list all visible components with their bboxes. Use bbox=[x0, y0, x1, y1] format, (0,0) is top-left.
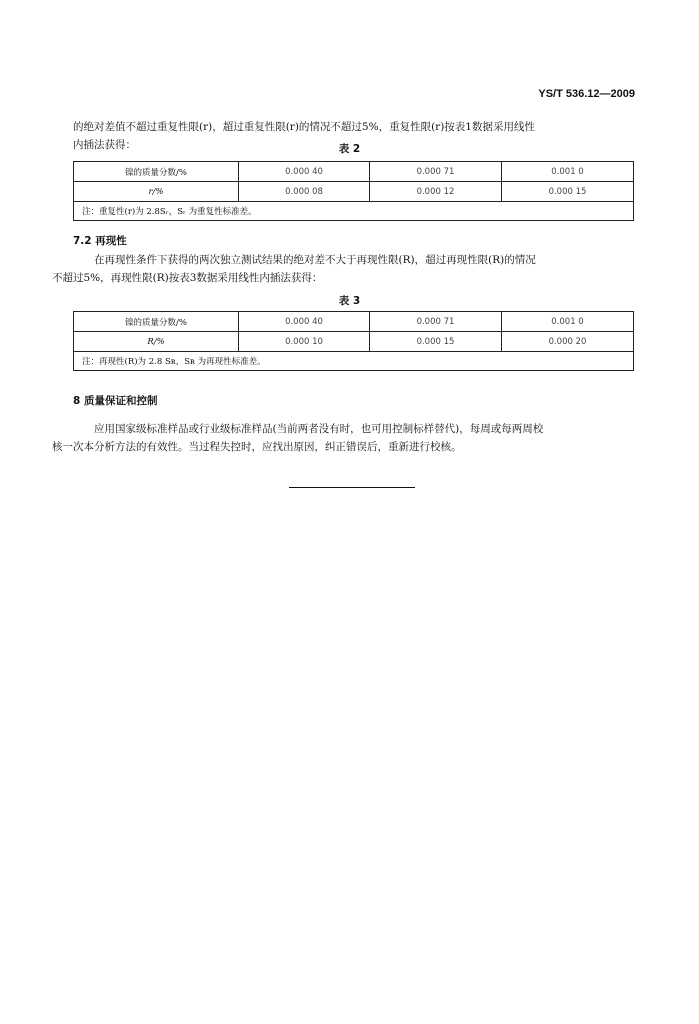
table-cell: 0.000 71 bbox=[370, 162, 502, 182]
table-cell: 0.000 40 bbox=[239, 162, 370, 182]
table-cell: 镍的质量分数/% bbox=[74, 312, 239, 332]
table-cell: 0.000 15 bbox=[370, 332, 502, 352]
section-8-heading: 8 质量保证和控制 bbox=[73, 395, 158, 407]
table-cell: 0.000 08 bbox=[239, 182, 370, 202]
table-3 bbox=[73, 311, 634, 371]
table-2 bbox=[73, 161, 634, 221]
table-cell: R/% bbox=[74, 332, 239, 352]
section-7-2-line-2: 不超过5%，再现性限(R)按表3数据采用线性内插法获得： bbox=[52, 272, 323, 284]
section-8-line-2: 核一次本分析方法的有效性。当过程失控时，应找出原因，纠正错误后，重新进行校核。 bbox=[52, 441, 462, 453]
intro-line-2: 内插法获得： bbox=[73, 139, 136, 151]
intro-line-1: 的绝对差值不超过重复性限(r)，超过重复性限(r)的情况不超过5%，重复性限(r)按表1数据采用线性 bbox=[73, 121, 535, 133]
table-2-title: 表 2 bbox=[338, 143, 361, 155]
section-7-2-heading: 7.2 再现性 bbox=[73, 235, 127, 247]
table-cell: 0.000 10 bbox=[239, 332, 370, 352]
section-8-line-1: 应用国家级标准样品或行业级标准样品(当前两者没有时，也可用控制标样替代)，每周或每两周校 bbox=[94, 423, 544, 435]
table-3-note: 注：再现性(R)为 2.8 Sʀ，Sʀ 为再现性标准差。 bbox=[74, 352, 634, 371]
table-cell: 0.001 0 bbox=[502, 162, 634, 182]
table-cell: 0.000 71 bbox=[370, 312, 502, 332]
table-cell: 0.000 40 bbox=[239, 312, 370, 332]
table-note-row bbox=[74, 202, 634, 221]
table-cell: r/% bbox=[74, 182, 239, 202]
table-cell: 0.001 0 bbox=[502, 312, 634, 332]
section-7-2-paragraph bbox=[52, 251, 633, 287]
document-code: YS/T 536.12—2009 bbox=[538, 88, 635, 100]
table-cell: 0.000 15 bbox=[502, 182, 634, 202]
table-2-note: 注：重复性(r)为 2.8Sᵣ，Sᵣ 为重复性标准差。 bbox=[74, 202, 634, 221]
end-of-document-rule bbox=[289, 487, 415, 488]
table-cell: 0.000 12 bbox=[370, 182, 502, 202]
table-row bbox=[74, 162, 634, 182]
table-row bbox=[74, 332, 634, 352]
table-cell: 镍的质量分数/% bbox=[74, 162, 239, 182]
section-7-2-line-1: 在再现性条件下获得的两次独立测试结果的绝对差不大于再现性限(R)，超过再现性限(R)的情况 bbox=[94, 254, 536, 266]
table-3-title: 表 3 bbox=[338, 295, 361, 307]
table-cell: 0.000 20 bbox=[502, 332, 634, 352]
section-8-paragraph bbox=[52, 420, 633, 456]
table-row bbox=[74, 312, 634, 332]
table-note-row bbox=[74, 352, 634, 371]
table-row bbox=[74, 182, 634, 202]
